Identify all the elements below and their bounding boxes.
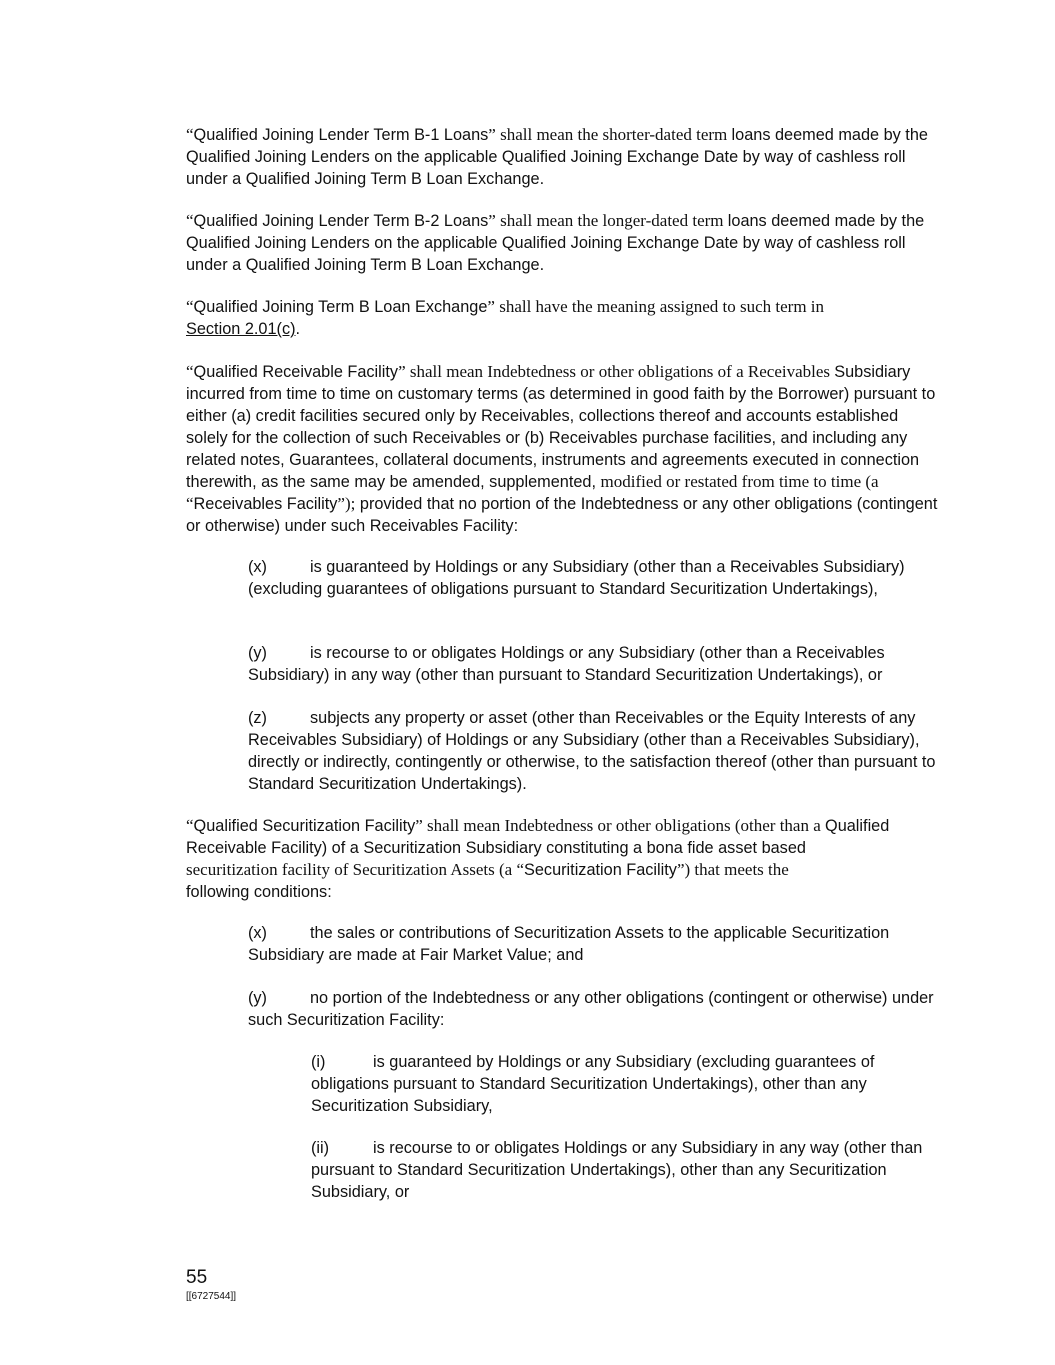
list-item-label: (ii) [311,1139,330,1157]
list-item-text: is recourse to or obligates Holdings or any Subsidiary in any way (other than pursuant to Standard Securitization Undertakings), other than any Securitization Subsidiary, or [311,1139,923,1201]
list-item-label: (y) [248,644,267,662]
definition-lead: shall have the meaning assigned to such term in [494,297,825,316]
page-number: 55 [186,1267,208,1288]
list-item [248,642,938,686]
list-item-text: is guaranteed by Holdings or any Subsidiary (other than a Receivables Subsidiary) (excluding guarantees of obligations pursuant to Standard Securitization Undertakings), [248,558,905,598]
defined-term: Qualified Joining Lender Term B-2 Loans [193,212,489,230]
defined-term: Qualified Securitization Facility [193,817,416,835]
list-item-text: is recourse to or obligates Holdings or any Subsidiary (other than a Receivables Subsidiary) in any way (other than pursuant to Standard Securitization Undertakings), or [248,644,885,684]
definition-lead: shall mean the shorter-dated term [495,125,732,144]
defined-term-secondary: Receivables Facility [193,495,338,513]
defined-term: Qualified Receivable Facility [193,363,399,381]
list-item-text: subjects any property or asset (other than Receivables or the Equity Interests of any Receivables Subsidiary) of Holdings or any Subsidiary (other than a Receivables Subsidiary), directly or indirectly, contingently or otherwise, to the satisfaction thereof (other than pursuant to Standard Securitization Undertakings). [248,709,936,793]
definition-term-b-loan-exchange: “Qualified Joining Term B Loan Exchange” shall have the meaning assigned to such term in Section 2.01(c). [186,297,825,338]
definition-lead: shall mean the longer-dated term [495,211,728,230]
list-item [248,987,938,1031]
definition-text: Subsidiary incurred from time to time on customary terms (as determined in good faith by the Borrower) pursuant to either (a) credit facilities secured only by Receivables, collections thereof and accounts established solely for the collection of such Receivables or (b) Receivables purchase facilities, and including any related notes, Guarantees, collateral documents, instruments and agreements executed in connection therewith, as the same may be amended, supplemented, [186,363,936,491]
list-item [248,922,938,966]
list-item-label: (i) [311,1053,326,1071]
list-item-label: (y) [248,989,267,1007]
defined-term-secondary: Securitization Facility [524,861,677,879]
list-item-text: no portion of the Indebtedness or any other obligations (contingent or otherwise) under such Securitization Facility: [248,989,934,1029]
definition-lead: shall mean Indebtedness or other obligations of a Receivables [405,362,835,381]
list-item-label: (x) [248,558,267,576]
defined-term: Qualified Joining Lender Term B-1 Loans [193,126,489,144]
definition-term-b1-loans: “Qualified Joining Lender Term B-1 Loans” shall mean the shorter-dated term loans deemed made by the Qualified Joining Lenders on the applicable Qualified Joining Exchange Date by way of cashless roll under a Qualified Joining Term B Loan Exchange. [186,125,928,188]
list-item-label: (z) [248,709,267,727]
list-item-text: is guaranteed by Holdings or any Subsidiary (excluding guarantees of obligations pursuant to Standard Securitization Undertakings), other than any Securitization Subsidiary, [311,1053,875,1115]
definition-text: loans deemed made by the Qualified Joining Lenders on the applicable Qualified Joining Exchange Date by way of cashless roll under a Qualified Joining Term B Loan Exchange. [186,212,925,274]
definition-lead: shall mean Indebtedness or other obligations (other than a [422,816,826,835]
definition-text: Qualified Receivable Facility) of a Securitization Subsidiary constituting a bona fide asset based [186,817,890,857]
sub-list-item [311,1137,938,1203]
sub-list-item [311,1051,938,1117]
definition-receivable-facility: “Qualified Receivable Facility” shall mean Indebtedness or other obligations of a Receivables Subsidiary incurred from time to time on customary terms (as determined in good faith by the Borrower) pursuant to either (a) credit facilities secured only by Receivables, collections thereof and accounts established solely for the collection of such Receivables or (b) Receivables purchase facilities, and including any related notes, Guarantees, collateral documents, instruments and agreements executed in connection therewith, as the same may be amended, supplemented, modified or restated from time to time (a “Receivables Facility”); provided that no portion of the Indebtedness or any other obligations (contingent or otherwise) under such Receivables Facility: [186,362,938,535]
list-item [248,707,938,795]
list-item-text: the sales or contributions of Securitization Assets to the applicable Securitization Subsidiary are made at Fair Market Value; and [248,924,890,964]
list-item [248,556,938,600]
definition-term-b2-loans: “Qualified Joining Lender Term B-2 Loans” shall mean the longer-dated term loans deemed made by the Qualified Joining Lenders on the applicable Qualified Joining Exchange Date by way of cashless roll under a Qualified Joining Term B Loan Exchange. [186,211,925,274]
definition-text: loans deemed made by the Qualified Joining Lenders on the applicable Qualified Joining Exchange Date by way of cashless roll under a Qualified Joining Term B Loan Exchange. [186,126,928,188]
definition-securitization-facility: “Qualified Securitization Facility” shall mean Indebtedness or other obligations (other than a Qualified Receivable Facility) of a Securitization Subsidiary constituting a bona fide asset based securitization facility of Securitization Assets (a “Securitization Facility”) that meets the following conditions: [186,816,890,901]
document-id: [[6727544]] [186,1291,237,1302]
defined-term: Qualified Joining Term B Loan Exchange [193,298,488,316]
list-item-label: (x) [248,924,267,942]
section-reference-link[interactable]: Section 2.01(c) [186,320,296,338]
